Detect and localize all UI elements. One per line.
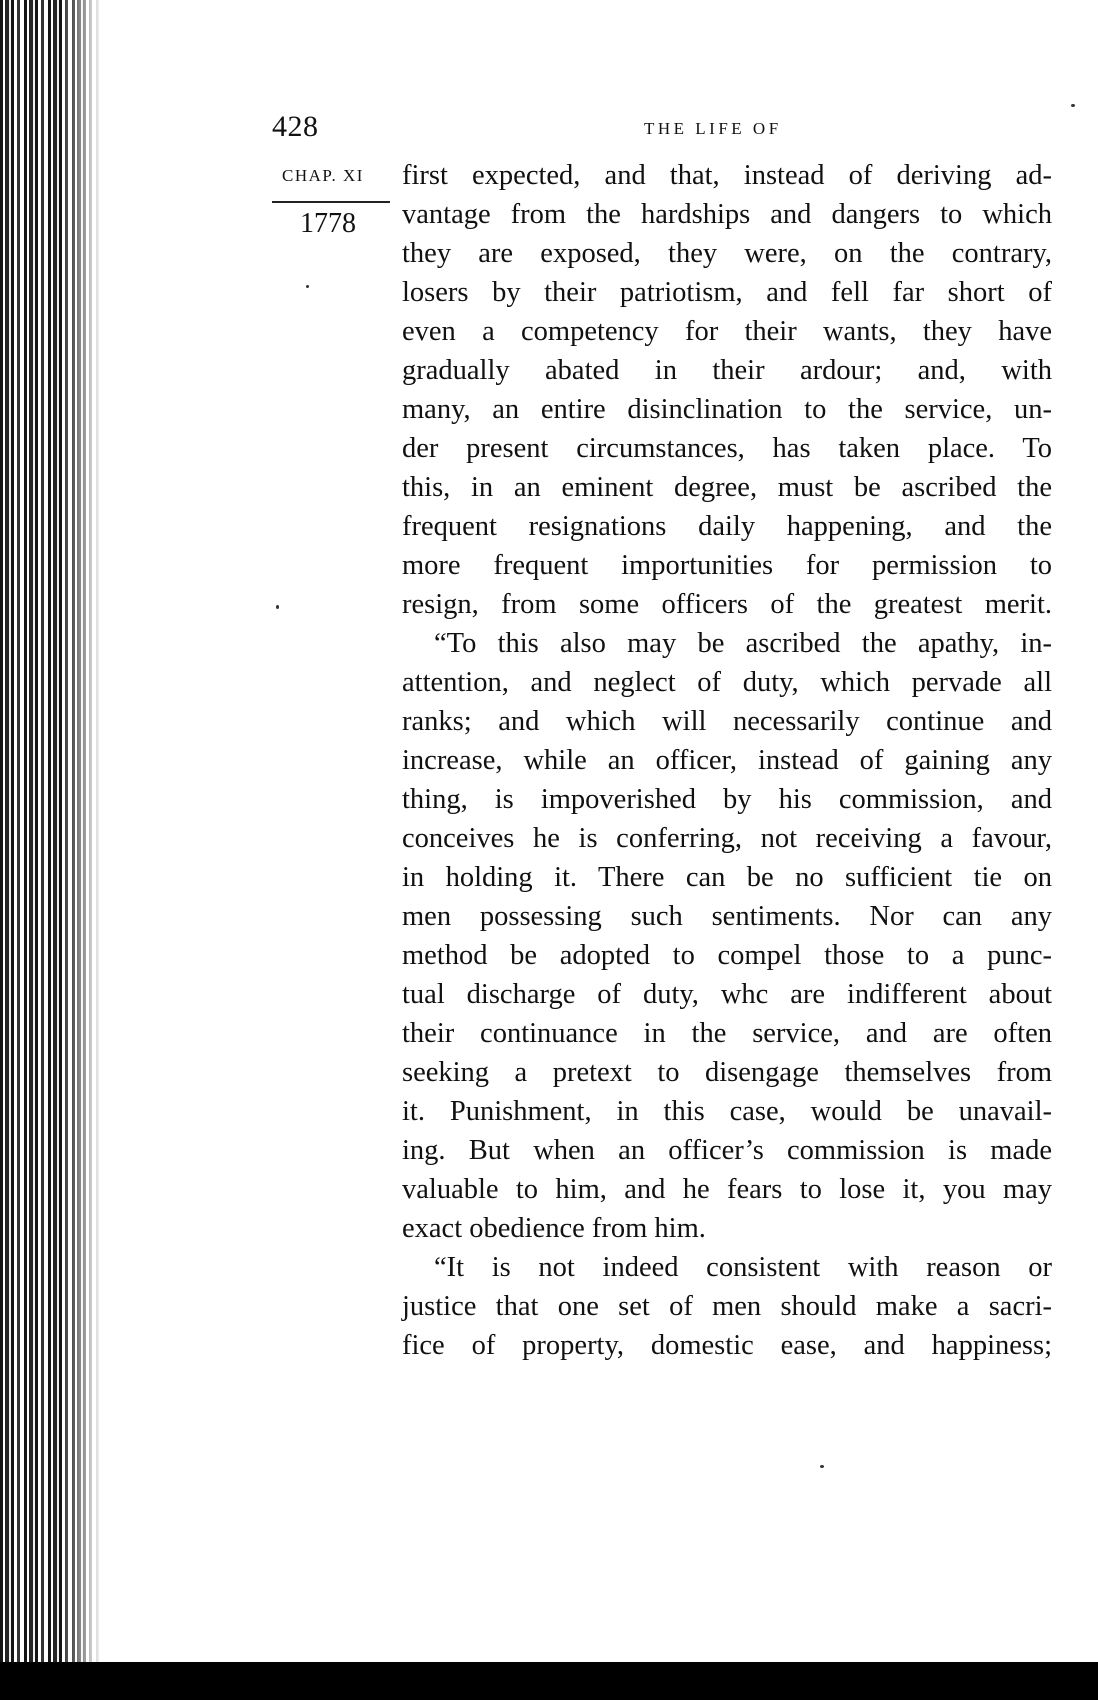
scan-speck	[276, 605, 279, 609]
text-line: ing. But when an officer’s commission is made	[402, 1135, 1052, 1166]
text-line: conceives he is conferring, not receiving a favour,	[402, 823, 1052, 854]
scan-speck	[820, 1465, 824, 1468]
text-line: thing, is impoverished by his commission, and	[402, 784, 1052, 815]
text-line: “It is not indeed consistent with reason or	[434, 1252, 1052, 1283]
text-line: ranks; and which will necessarily continue and	[402, 706, 1052, 737]
text-line: this, in an eminent degree, must be ascribed the	[402, 472, 1052, 503]
text-line: first expected, and that, instead of deriving ad-	[402, 160, 1052, 191]
scan-speck	[1071, 104, 1075, 107]
text-line: attention, and neglect of duty, which pervade all	[402, 667, 1052, 698]
text-line: many, an entire disinclination to the service, un-	[402, 394, 1052, 425]
text-line: resign, from some officers of the greatest merit.	[402, 589, 1052, 620]
text-line: seeking a pretext to disengage themselves from	[402, 1057, 1052, 1088]
text-line: tual discharge of duty, whc are indifferent about	[402, 979, 1052, 1010]
margin-rule	[272, 201, 390, 203]
text-line: “To this also may be ascribed the apathy, in-	[434, 628, 1052, 659]
scan-speck	[306, 285, 309, 288]
text-line: fice of property, domestic ease, and happiness;	[402, 1330, 1052, 1361]
text-line: even a competency for their wants, they have	[402, 316, 1052, 347]
text-line: losers by their patriotism, and fell far short of	[402, 277, 1052, 308]
text-line: their continuance in the service, and are often	[402, 1018, 1052, 1049]
margin-chapter-label: CHAP. XI	[282, 166, 364, 185]
text-line: it. Punishment, in this case, would be unavail-	[402, 1096, 1052, 1127]
text-line: in holding it. There can be no sufficient tie on	[402, 862, 1052, 893]
margin-year: 1778	[300, 208, 356, 239]
text-line: der present circumstances, has taken place. To	[402, 433, 1052, 464]
text-line: they are exposed, they were, on the contrary,	[402, 238, 1052, 269]
body-text	[402, 156, 1052, 1365]
text-line: more frequent importunities for permission to	[402, 550, 1052, 581]
text-line: vantage from the hardships and dangers to which	[402, 199, 1052, 230]
text-line: method be adopted to compel those to a punc-	[402, 940, 1052, 971]
running-head: THE LIFE OF	[644, 119, 782, 138]
text-line: justice that one set of men should make a sacri-	[402, 1291, 1052, 1322]
scan-bottom-edge	[0, 1662, 1098, 1700]
binding-shadow	[62, 0, 102, 1700]
text-line: frequent resignations daily happening, and the	[402, 511, 1052, 542]
text-line: men possessing such sentiments. Nor can any	[402, 901, 1052, 932]
page-number: 428	[272, 110, 319, 143]
text-line: gradually abated in their ardour; and, with	[402, 355, 1052, 386]
text-line: exact obedience from him.	[402, 1213, 706, 1244]
text-line: increase, while an officer, instead of gaining any	[402, 745, 1052, 776]
text-line: valuable to him, and he fears to lose it, you may	[402, 1174, 1052, 1205]
